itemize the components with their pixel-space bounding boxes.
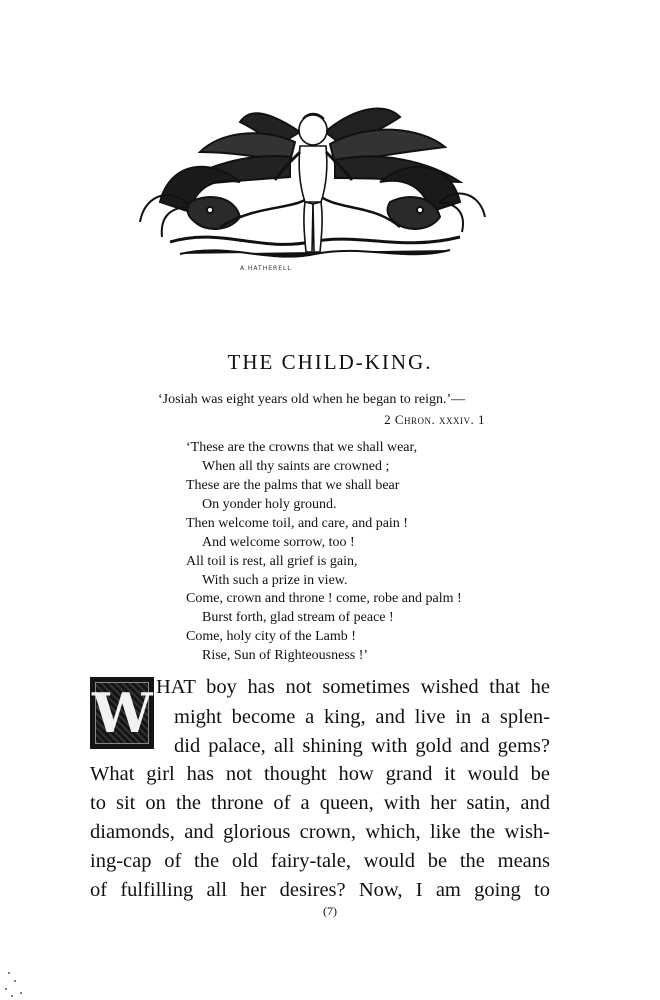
page-number: (7) bbox=[323, 904, 337, 918]
body-line: might become a king, and live in a splen- bbox=[174, 706, 550, 728]
body-line: of fulfilling all her desires? Now, I am going to bbox=[90, 879, 550, 901]
scan-speck bbox=[11, 995, 13, 997]
poem-line: These are the palms that we shall bear bbox=[186, 478, 400, 493]
body-line: did palace, all shining with gold and gems? bbox=[174, 735, 550, 757]
poem-line: Then welcome toil, and care, and pain ! bbox=[186, 516, 408, 531]
epigraph-reference: 2 Chron. xxxiv. 1 bbox=[384, 412, 485, 427]
poem-line: Rise, Sun of Righteousness !’ bbox=[202, 648, 369, 663]
scan-speck bbox=[14, 980, 16, 982]
body-line: diamonds, and glorious crown, which, like the wish- bbox=[90, 821, 550, 843]
body-line: to sit on the throne of a queen, with her satin, and bbox=[90, 792, 550, 814]
body-line: What girl has not thought how grand it would be bbox=[90, 763, 550, 785]
poem-stanza bbox=[186, 438, 417, 514]
body-line: ing-cap of the old fairy-tale, would be the means bbox=[90, 850, 550, 872]
scan-speck bbox=[20, 992, 22, 994]
chapter-title: THE CHILD-KING. bbox=[227, 350, 433, 374]
poem-line: All toil is rest, all grief is gain, bbox=[186, 554, 358, 569]
scan-speck bbox=[5, 988, 7, 990]
poem-line: Burst forth, glad stream of peace ! bbox=[202, 610, 394, 625]
decorative-dropcap bbox=[90, 677, 154, 749]
poem-line: And welcome sorrow, too ! bbox=[202, 535, 355, 550]
scan-speck bbox=[8, 972, 10, 974]
poem-line: ‘These are the crowns that we shall wear, bbox=[186, 440, 418, 455]
poem-line: On yonder holy ground. bbox=[202, 497, 337, 512]
epigraph-quote: ‘Josiah was eight years old when he began to reign.’— bbox=[158, 392, 466, 407]
poem-stanza bbox=[186, 514, 408, 590]
poem-line: Come, holy city of the Lamb ! bbox=[186, 629, 356, 644]
poem-line: Come, crown and throne ! come, robe and palm ! bbox=[186, 591, 462, 606]
poem-line: With such a prize in view. bbox=[202, 573, 348, 588]
poem-stanza bbox=[186, 589, 462, 665]
vignette-artist-signature: A.HATHERELL bbox=[240, 265, 292, 272]
poem-line: When all thy saints are crowned ; bbox=[202, 459, 390, 474]
dropcap-letter: W bbox=[92, 681, 153, 745]
cherub-vignette-illustration bbox=[100, 92, 520, 282]
body-line: HAT boy has not sometimes wished that he bbox=[156, 676, 550, 698]
